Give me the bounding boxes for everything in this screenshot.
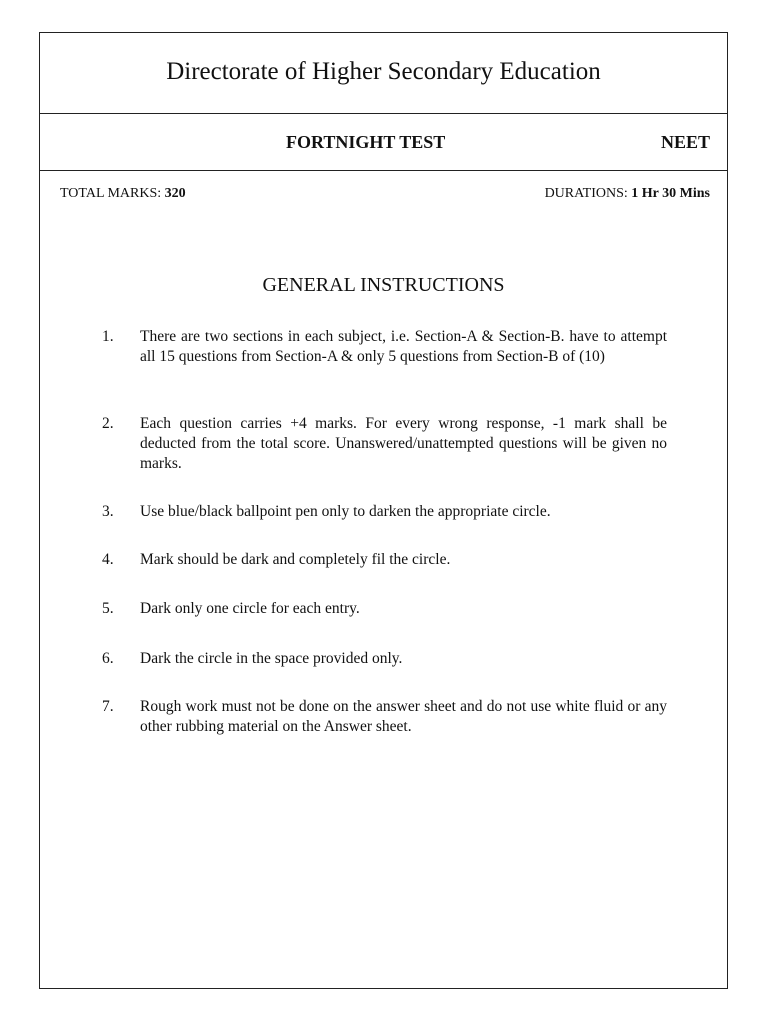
instruction-number: 5. xyxy=(102,600,114,617)
header-section xyxy=(40,33,727,114)
total-marks xyxy=(60,185,186,203)
duration xyxy=(545,185,710,203)
document-page xyxy=(39,32,728,989)
instruction-item xyxy=(102,550,667,570)
total-marks-value: 320 xyxy=(164,186,186,201)
instruction-item xyxy=(102,327,667,367)
instruction-number: 6. xyxy=(102,650,114,667)
test-info-row xyxy=(40,114,727,171)
instruction-item xyxy=(102,697,667,737)
instruction-text: Dark only one circle for each entry. xyxy=(140,600,360,617)
instruction-text: Mark should be dark and completely fil the circle. xyxy=(140,551,451,568)
instruction-number: 7. xyxy=(102,698,114,715)
instruction-item xyxy=(102,414,667,474)
instruction-text: Rough work must not be done on the answer sheet and do not use white fluid or any other rubbing material on the Answer sheet. xyxy=(140,698,667,735)
duration-label: DURATIONS: xyxy=(544,186,632,201)
organization-title: Directorate of Higher Secondary Education xyxy=(166,58,601,85)
test-name: FORTNIGHT TEST xyxy=(286,132,446,152)
instruction-text: Dark the circle in the space provided only. xyxy=(140,650,403,667)
instruction-number: 2. xyxy=(102,415,114,432)
instruction-number: 4. xyxy=(102,551,114,568)
instruction-number: 1. xyxy=(102,328,114,345)
instruction-item xyxy=(102,599,667,619)
total-marks-label: TOTAL MARKS: xyxy=(60,186,165,201)
duration-value: 1 Hr 30 Mins xyxy=(631,186,710,201)
instructions-heading: GENERAL INSTRUCTIONS xyxy=(262,274,505,296)
instruction-text: Use blue/black ballpoint pen only to darken the appropriate circle. xyxy=(140,503,551,520)
instruction-text: Each question carries +4 marks. For every wrong response, -1 mark shall be deducted from the total score. Unanswered/unattempted questions will be given no marks. xyxy=(140,415,667,472)
instruction-item xyxy=(102,502,667,522)
instruction-text: There are two sections in each subject, i.e. Section-A & Section-B. have to attempt all 15 questions from Section-A & only 5 questions from Section-B of (10) xyxy=(140,328,667,365)
instruction-item xyxy=(102,649,667,669)
instruction-number: 3. xyxy=(102,503,114,520)
exam-name: NEET xyxy=(660,132,710,152)
